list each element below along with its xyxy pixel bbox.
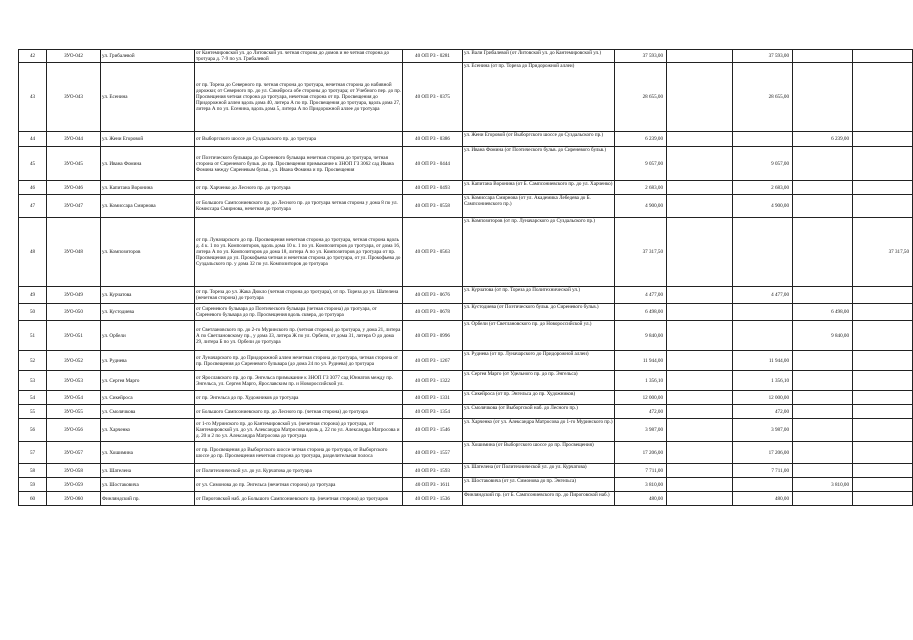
road-description: от пр. Просвещения до Выборгского шоссе четная сторона до тротуара, от Выборгского шоссе до пр. Просвещения нечетная сторона до тротуара, разделительная полоса <box>195 442 403 464</box>
value-col-2: 28 655,00 <box>733 63 793 132</box>
row-code: ЗУО-050 <box>47 304 101 321</box>
road-id: 40 ОП РЗ - 1557 <box>403 442 463 464</box>
value-col-4 <box>853 464 913 478</box>
road-description: от Большого Сампсониевского пр. до Лесного пр. до тротуара четная сторона у дома 8 по ул. Комиссара Смирнова, нечетная до тротуара <box>195 195 403 218</box>
road-extent: Финляндский пр. (от Б. Сампсониевского пр. до Пироговской наб.) <box>463 492 615 506</box>
value-col-1 <box>667 391 733 405</box>
road-description: от пр. Тореза до ул. Жака Дюкло (четная сторона до тротуара), от пр. Тореза до ул. Шателена (нечетная сторона) до тротуара <box>195 287 403 304</box>
row-code: ЗУО-057 <box>47 442 101 464</box>
row-number: 57 <box>19 442 47 464</box>
road-description: от Луначарского пр. до Придорожной аллеи нечетная сторона до тротуара, четная сторона от пр. Просвещения до Сиреневого бульвара (до дома 24 по ул. Руднева) до тротуара <box>195 351 403 371</box>
table-row <box>19 464 913 478</box>
road-extent: ул. Шателена (от Политехнической ул. до ул. Курчатова) <box>463 464 615 478</box>
row-code: ЗУО-055 <box>47 405 101 419</box>
road-description: от Кантемировской ул. до Литовской ул. четная сторона до домов и не четная сторона до тротуара д. 7-9 по ул. Грибалевой <box>195 50 403 63</box>
road-description: от Сиреневого бульвара до Поэтического бульвара (четная сторона) до тротуара, от Сиреневого бульвара до пр. Просвещения вдоль сквера, до тротуара <box>195 304 403 321</box>
value-col-3 <box>793 492 853 506</box>
value-col-4 <box>853 147 913 181</box>
road-description: от Выборгского шоссе до Суздальского пр. до тротуара <box>195 132 403 147</box>
value-col-3 <box>793 391 853 405</box>
road-extent: ул. Хошимина (от Выборгского шоссе до пр. Просвещения) <box>463 442 615 464</box>
area-total: 9 840,00 <box>615 321 667 351</box>
row-code: ЗУО-045 <box>47 147 101 181</box>
road-id: 40 ОП РЗ - 1536 <box>403 492 463 506</box>
roads-table <box>18 49 913 506</box>
road-name: ул. Курчатова <box>101 287 195 304</box>
row-code: ЗУО-044 <box>47 132 101 147</box>
value-col-1 <box>667 405 733 419</box>
value-col-4 <box>853 391 913 405</box>
value-col-1 <box>667 63 733 132</box>
road-name: ул. Есенина <box>101 63 195 132</box>
road-name: ул. Харченко <box>101 419 195 442</box>
value-col-2: 11 944,00 <box>733 351 793 371</box>
row-code: ЗУО-059 <box>47 478 101 492</box>
row-number: 44 <box>19 132 47 147</box>
value-col-2: 472,00 <box>733 405 793 419</box>
value-col-3 <box>793 147 853 181</box>
area-total: 37 593,00 <box>615 50 667 63</box>
row-number: 50 <box>19 304 47 321</box>
area-total: 37 317,50 <box>615 218 667 287</box>
row-code: ЗУО-053 <box>47 371 101 391</box>
value-col-1 <box>667 321 733 351</box>
road-id: 40 ОП РЗ - 1354 <box>403 405 463 419</box>
value-col-4 <box>853 304 913 321</box>
road-description: от Ярославского пр. до пр. Энгельса примыкание к ЗНОП ГЗ 3077 сад Юннатов между пр. Энгельса, ул. Сергея Марго, Ярославским пр. и Новороссийской ул. <box>195 371 403 391</box>
row-number: 54 <box>19 391 47 405</box>
value-col-3 <box>793 181 853 195</box>
area-total: 3 810,00 <box>615 478 667 492</box>
road-name: ул. Орбели <box>101 321 195 351</box>
value-col-4 <box>853 63 913 132</box>
table-row <box>19 287 913 304</box>
row-number: 56 <box>19 419 47 442</box>
value-col-2: 1 356,10 <box>733 371 793 391</box>
value-col-1 <box>667 419 733 442</box>
value-col-2: 4 900,00 <box>733 195 793 218</box>
road-name: ул. Комиссара Смирнова <box>101 195 195 218</box>
road-description: от Большого Сампсониевского пр. до Лесного пр. (четная сторона) до тротуара <box>195 405 403 419</box>
road-name: ул. Сикейроса <box>101 391 195 405</box>
table-row <box>19 351 913 371</box>
table-row <box>19 147 913 181</box>
road-extent: ул. Ивана Фомина (от Поэтического бульв. до Сиреневого бульв.) <box>463 147 615 181</box>
area-total: 28 655,00 <box>615 63 667 132</box>
table-row <box>19 391 913 405</box>
road-name: ул. Смолячкова <box>101 405 195 419</box>
value-col-2: 9 057,00 <box>733 147 793 181</box>
value-col-1 <box>667 351 733 371</box>
value-col-3 <box>793 419 853 442</box>
value-col-4 <box>853 50 913 63</box>
value-col-3 <box>793 405 853 419</box>
road-extent: ул. Есенина (от пр. Тореза до Придорожной аллеи) <box>463 63 615 132</box>
road-extent: ул. Орбели (от Светлановского пр. до Новороссийской ул.) <box>463 321 615 351</box>
row-number: 42 <box>19 50 47 63</box>
road-name: ул. Ивана Фомина <box>101 147 195 181</box>
road-id: 40 ОП РЗ - 0996 <box>403 321 463 351</box>
area-total: 1 356,10 <box>615 371 667 391</box>
row-code: ЗУО-060 <box>47 492 101 506</box>
value-col-4 <box>853 195 913 218</box>
value-col-1 <box>667 304 733 321</box>
value-col-4 <box>853 492 913 506</box>
value-col-3 <box>793 63 853 132</box>
value-col-2 <box>733 304 793 321</box>
value-col-3: 9 840,00 <box>793 321 853 351</box>
road-description: от 1-го Муринского пр. до Кантемировской ул. (нечетная сторона) до тротуара, от Кантемировской ул. до ул. Александра Матросова вдоль д. 22 по ул. Александра Матросова и д. 20 и 2 по ул. Александра Матросова до тротуара <box>195 419 403 442</box>
table-row <box>19 132 913 147</box>
value-col-4 <box>853 287 913 304</box>
value-col-4: 37 317,50 <box>853 218 913 287</box>
road-name: ул. Жени Егоровой <box>101 132 195 147</box>
road-extent: ул. Комиссара Смирнова (от ул. Академика Лебедева до Б. Сампсониевского пр.) <box>463 195 615 218</box>
table-row <box>19 218 913 287</box>
road-name: Финляндский пр. <box>101 492 195 506</box>
value-col-3 <box>793 351 853 371</box>
value-col-4 <box>853 478 913 492</box>
row-code: ЗУО-056 <box>47 419 101 442</box>
road-extent: ул. Курчатова (от пр. Тореза до Политехнической ул.) <box>463 287 615 304</box>
table-row <box>19 478 913 492</box>
road-extent: ул. Харченко (от ул. Александра Матросова до 1-го Муринского пр.) <box>463 419 615 442</box>
row-code: ЗУО-046 <box>47 181 101 195</box>
value-col-1 <box>667 371 733 391</box>
value-col-3 <box>793 464 853 478</box>
road-extent: ул. Капитана Воронина (от Б. Сампсониевского пр. до ул. Харченко) <box>463 181 615 195</box>
value-col-2 <box>733 132 793 147</box>
area-total: 9 057,00 <box>615 147 667 181</box>
row-code: ЗУО-051 <box>47 321 101 351</box>
road-description: от Поэтического бульвара до Сиреневого бульвара нечетная сторона до тротуара, четная сторона от Сиреневого бульв. до пр. Просвещения примыкание к ЗНОП ГЗ 3062 сад Ивана Фомина между Сиреневым бульв., ул. Ивана Фомина и пр. Просвещения <box>195 147 403 181</box>
value-col-2: 3 987,00 <box>733 419 793 442</box>
value-col-2: 37 593,00 <box>733 50 793 63</box>
value-col-1 <box>667 181 733 195</box>
table-row <box>19 405 913 419</box>
value-col-4 <box>853 405 913 419</box>
road-extent: ул. Шостаковича (от ул. Симонова до пр. Энгельса) <box>463 478 615 492</box>
value-col-2: 480,00 <box>733 492 793 506</box>
road-name: ул. Руднева <box>101 351 195 371</box>
area-total: 3 987,00 <box>615 419 667 442</box>
road-name: ул. Шателена <box>101 464 195 478</box>
area-total: 4 477,00 <box>615 287 667 304</box>
value-col-1 <box>667 464 733 478</box>
area-total: 2 683,00 <box>615 181 667 195</box>
area-total: 17 206,00 <box>615 442 667 464</box>
area-total: 6 498,00 <box>615 304 667 321</box>
value-col-4 <box>853 371 913 391</box>
road-id: 40 ОП РЗ - 0281 <box>403 50 463 63</box>
road-description: от Пироговской наб. до Большого Сампсониевского пр. (нечетная сторона) до тротуаров <box>195 492 403 506</box>
row-number: 55 <box>19 405 47 419</box>
road-description: от ул. Симонова до пр. Энгельса (нечетная сторона) до тротуара <box>195 478 403 492</box>
road-description: от Светлановского пр. до 2-го Муринского пр. (четная сторона) до тротуара, у дома 21, литера А по Светлановскому пр., у дома 33, литера Ж по ул. Орбели, от дома 31, литера О до дома 29, литера Б по ул. Орбели до тротуара <box>195 321 403 351</box>
row-number: 53 <box>19 371 47 391</box>
road-description: от пр. Тореза до Северного пр. четная сторона до тротуара, нечетная сторона до набивной дорожки; от Северного пр. до ул. Сикейроса обе стороны до тротуара; от Учебного пер. до пр. Просвещения четная сторона до тротуара, нечетная сторона от пр. Просвещения до Придорожной аллеи вдоль дома 40, литера А по пр. Просвещения до тротуара, вдоль дома 27, литера А по ул. Есенина, вдоль дома 5, литера А по Придорожной аллее до тротуара <box>195 63 403 132</box>
row-number: 47 <box>19 195 47 218</box>
table-row <box>19 321 913 351</box>
table-row <box>19 304 913 321</box>
road-name: ул. Грибалевой <box>101 50 195 63</box>
value-col-3: 3 810,00 <box>793 478 853 492</box>
value-col-3: 6 239,00 <box>793 132 853 147</box>
road-name: ул. Хошимина <box>101 442 195 464</box>
road-name: ул. Шостаковича <box>101 478 195 492</box>
row-number: 60 <box>19 492 47 506</box>
row-code: ЗУО-054 <box>47 391 101 405</box>
value-col-4 <box>853 132 913 147</box>
road-id: 40 ОП РЗ - 0444 <box>403 147 463 181</box>
road-name: ул. Сергея Марго <box>101 371 195 391</box>
row-number: 52 <box>19 351 47 371</box>
road-id: 40 ОП РЗ - 0386 <box>403 132 463 147</box>
area-total: 480,00 <box>615 492 667 506</box>
value-col-2: 17 206,00 <box>733 442 793 464</box>
row-code: ЗУО-058 <box>47 464 101 478</box>
value-col-1 <box>667 442 733 464</box>
value-col-1 <box>667 132 733 147</box>
area-total: 6 239,00 <box>615 132 667 147</box>
value-col-2: 4 477,00 <box>733 287 793 304</box>
value-col-2 <box>733 218 793 287</box>
value-col-4 <box>853 181 913 195</box>
value-col-1 <box>667 50 733 63</box>
road-description: от пр. Энгельса до пр. Художников до тротуара <box>195 391 403 405</box>
area-total: 12 000,00 <box>615 391 667 405</box>
road-name: ул. Композиторов <box>101 218 195 287</box>
road-description: от пр. Луначарского до пр. Просвещения нечетная сторона до тротуара, четная сторона вдоль д. 4 к. 1 по ул. Композиторов, вдоль дома 10 к. 1 по ул. Композиторов до тротуара, от дома 16, литера А по ул. Композиторов до дома 18, литера А по ул. Композиторов до тротуара от пр. Просвещения до ул. Прокофьева четная и нечетная сторона до тротуара, от ул. Прокофьева до Суздальского пр. у дома 32 по ул. Композиторов до тротуара <box>195 218 403 287</box>
road-id: 40 ОП РЗ - 0563 <box>403 218 463 287</box>
road-id: 40 ОП РЗ - 1322 <box>403 371 463 391</box>
road-extent: ул. Смолячкова (от Выборгской наб. до Лесного пр.) <box>463 405 615 419</box>
row-code: ЗУО-052 <box>47 351 101 371</box>
value-col-1 <box>667 478 733 492</box>
value-col-4 <box>853 419 913 442</box>
road-id: 40 ОП РЗ - 0676 <box>403 287 463 304</box>
area-total: 472,00 <box>615 405 667 419</box>
row-number: 48 <box>19 218 47 287</box>
road-extent: ул. Вали Грибалевой (от Литовской ул. до Кантемировской ул.) <box>463 50 615 63</box>
table-row <box>19 195 913 218</box>
row-code: ЗУО-047 <box>47 195 101 218</box>
road-id: 40 ОП РЗ - 1593 <box>403 464 463 478</box>
value-col-3 <box>793 442 853 464</box>
value-col-1 <box>667 218 733 287</box>
road-id: 40 ОП РЗ - 1331 <box>403 391 463 405</box>
value-col-3 <box>793 50 853 63</box>
area-total: 4 900,00 <box>615 195 667 218</box>
table-row <box>19 181 913 195</box>
row-number: 45 <box>19 147 47 181</box>
road-extent: ул. Композиторов (от пр. Луначарского до Суздальского пр.) <box>463 218 615 287</box>
road-description: от Политехнической ул. до ул. Курчатова до тротуара <box>195 464 403 478</box>
value-col-3 <box>793 287 853 304</box>
value-col-2: 12 000,00 <box>733 391 793 405</box>
road-id: 40 ОП РЗ - 0493 <box>403 181 463 195</box>
table-row <box>19 63 913 132</box>
road-description: от пр. Харченко до Лесного пр. до тротуара <box>195 181 403 195</box>
row-number: 46 <box>19 181 47 195</box>
table-row <box>19 492 913 506</box>
road-extent: ул. Жени Егоровой (от Выборгского шоссе до Суздальского пр.) <box>463 132 615 147</box>
road-id: 40 ОП РЗ - 1267 <box>403 351 463 371</box>
row-number: 58 <box>19 464 47 478</box>
row-number: 51 <box>19 321 47 351</box>
table-row <box>19 371 913 391</box>
value-col-2: 2 683,00 <box>733 181 793 195</box>
row-number: 43 <box>19 63 47 132</box>
value-col-1 <box>667 147 733 181</box>
value-col-3 <box>793 218 853 287</box>
road-extent: ул. Сикейроса (от пр. Энгельса до пр. Художников) <box>463 391 615 405</box>
table-row <box>19 50 913 63</box>
value-col-3: 6 498,00 <box>793 304 853 321</box>
road-id: 40 ОП РЗ - 0558 <box>403 195 463 218</box>
value-col-1 <box>667 195 733 218</box>
road-extent: ул. Сергея Марго (от Удельного пр. до пр. Энгельса) <box>463 371 615 391</box>
road-id: 40 ОП РЗ - 0678 <box>403 304 463 321</box>
row-code: ЗУО-048 <box>47 218 101 287</box>
value-col-4 <box>853 442 913 464</box>
value-col-1 <box>667 287 733 304</box>
value-col-2 <box>733 478 793 492</box>
road-name: ул. Кустодиева <box>101 304 195 321</box>
value-col-1 <box>667 492 733 506</box>
road-id: 40 ОП РЗ - 1546 <box>403 419 463 442</box>
table-row <box>19 419 913 442</box>
row-code: ЗУО-043 <box>47 63 101 132</box>
value-col-4 <box>853 321 913 351</box>
table-row <box>19 442 913 464</box>
value-col-4 <box>853 351 913 371</box>
row-code: ЗУО-042 <box>47 50 101 63</box>
value-col-2: 7 711,00 <box>733 464 793 478</box>
road-extent: ул. Кустодиева (от Поэтического бульв. до Сиреневого бульв.) <box>463 304 615 321</box>
road-name: ул. Капитана Воронина <box>101 181 195 195</box>
row-number: 49 <box>19 287 47 304</box>
row-number: 59 <box>19 478 47 492</box>
road-id: 40 ОП РЗ - 1611 <box>403 478 463 492</box>
area-total: 7 711,00 <box>615 464 667 478</box>
area-total: 11 944,00 <box>615 351 667 371</box>
value-col-3 <box>793 195 853 218</box>
row-code: ЗУО-049 <box>47 287 101 304</box>
road-extent: ул. Руднева (от пр. Луначарского до Придорожной аллеи) <box>463 351 615 371</box>
road-id: 40 ОП РЗ - 0375 <box>403 63 463 132</box>
value-col-2 <box>733 321 793 351</box>
value-col-3 <box>793 371 853 391</box>
